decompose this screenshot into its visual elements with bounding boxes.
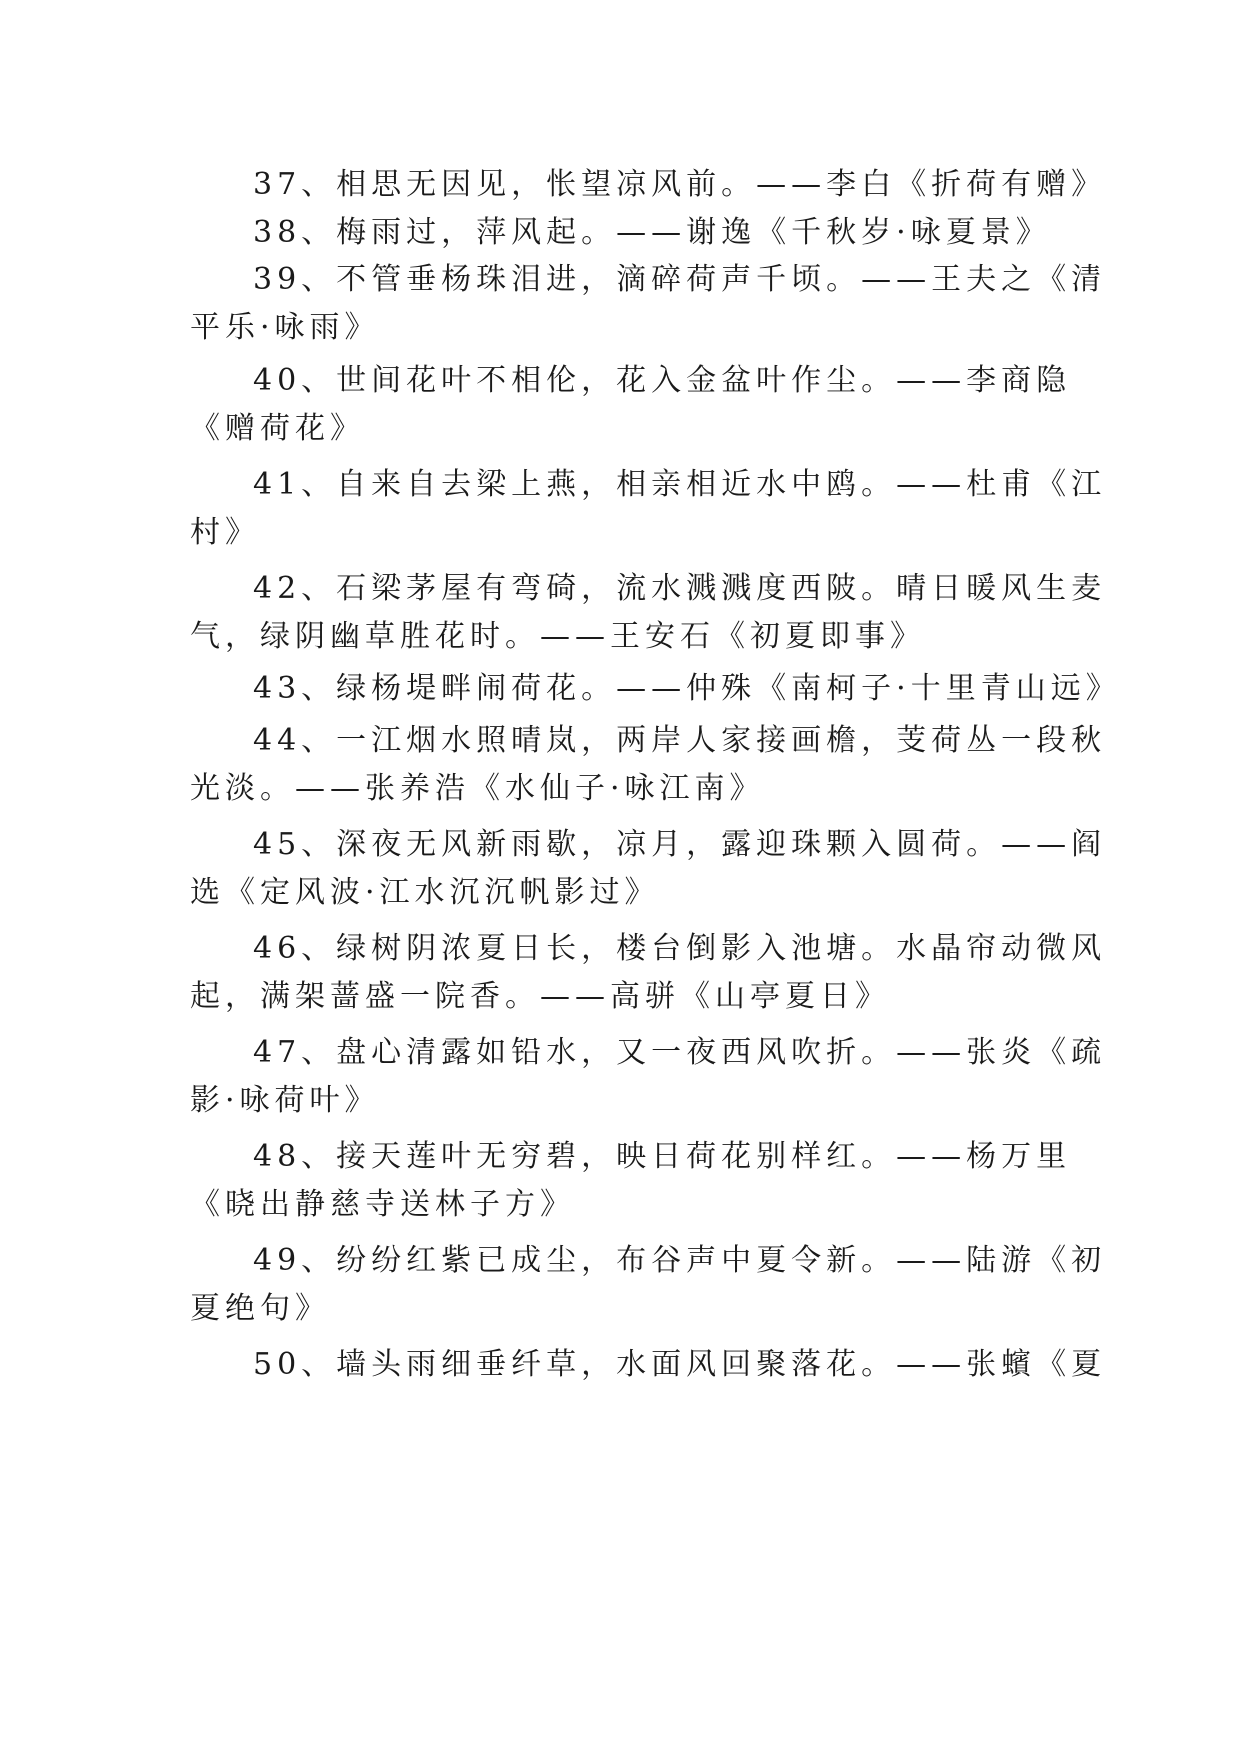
- poem-line-49: 49、纷纷红紫已成尘，布谷声中夏令新。——陆游《初: [253, 1243, 1107, 1278]
- poem-line-46-cont: 起，满架蔷盛一院香。——高骈《山亭夏日》: [190, 979, 890, 1014]
- poem-line-48: 48、接天莲叶无穷碧，映日荷花别样红。——杨万里: [253, 1139, 1072, 1174]
- poem-line-50: 50、墙头雨细垂纤草，水面风回聚落花。——张蠙《夏: [253, 1347, 1107, 1382]
- poem-line-43: 43、绿杨堤畔闹荷花。——仲殊《南柯子·十里青山远》: [253, 671, 1121, 706]
- poem-line-42: 42、石梁茅屋有弯碕，流水溅溅度西陂。晴日暖风生麦: [253, 571, 1107, 606]
- poem-line-41: 41、自来自去梁上燕，相亲相近水中鸥。——杜甫《江: [253, 467, 1107, 502]
- poem-line-38: 38、梅雨过，萍风起。——谢逸《千秋岁·咏夏景》: [253, 215, 1051, 250]
- poem-line-44-cont: 光淡。——张养浩《水仙子·咏江南》: [190, 771, 765, 806]
- poem-line-42-cont: 气，绿阴幽草胜花时。——王安石《初夏即事》: [190, 619, 925, 654]
- poem-line-45-cont: 选《定风波·江水沉沉帆影过》: [190, 875, 660, 910]
- poem-line-40: 40、世间花叶不相伦，花入金盆叶作尘。——李商隐: [253, 363, 1072, 398]
- poem-line-45: 45、深夜无风新雨歇，凉月，露迎珠颗入圆荷。——阎: [253, 827, 1107, 862]
- poem-line-47-cont: 影·咏荷叶》: [190, 1083, 380, 1118]
- poem-line-46: 46、绿树阴浓夏日长，楼台倒影入池塘。水晶帘动微风: [253, 931, 1107, 966]
- poem-line-37: 37、相思无因见，怅望凉风前。——李白《折荷有赠》: [253, 167, 1107, 202]
- poem-line-41-cont: 村》: [190, 515, 260, 550]
- poem-line-39: 39、不管垂杨珠泪进，滴碎荷声千顷。——王夫之《清: [253, 262, 1107, 297]
- poem-line-48-cont: 《晓出静慈寺送林子方》: [190, 1187, 575, 1222]
- poem-line-44: 44、一江烟水照晴岚，两岸人家接画檐，芰荷丛一段秋: [253, 723, 1107, 758]
- poem-line-47: 47、盘心清露如铅水，又一夜西风吹折。——张炎《疏: [253, 1035, 1107, 1070]
- poem-line-40-cont: 《赠荷花》: [190, 411, 365, 446]
- poem-line-49-cont: 夏绝句》: [190, 1291, 330, 1326]
- poem-line-39-cont: 平乐·咏雨》: [190, 310, 380, 345]
